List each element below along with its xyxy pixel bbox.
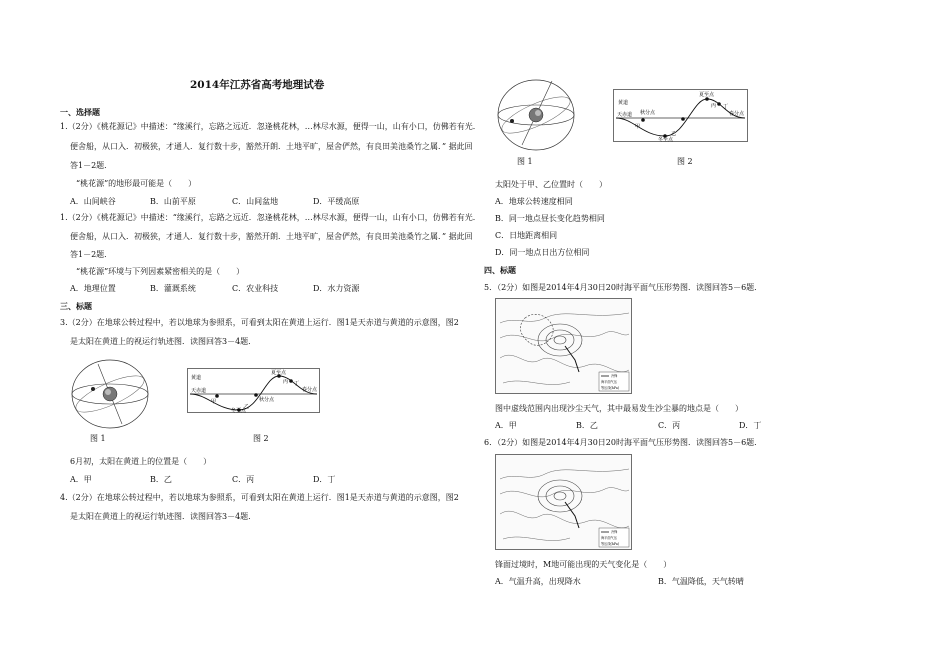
section-4-heading: 四、标题: [484, 265, 516, 275]
section-title-heading: 三、标题: [60, 301, 92, 311]
map2-legend-1: 冷锋: [611, 530, 618, 534]
q2-option-b[interactable]: B．灌溉系统: [150, 284, 196, 293]
q3-line2: 是太阳在黄道上的视运行轨迹图．读图回答3－4题．: [70, 337, 257, 346]
map1-legend-3: 等压线(hPa): [601, 386, 620, 390]
q2-line3: 答1－2题．: [70, 250, 113, 259]
q1-line3: 答1－2题．: [70, 161, 113, 170]
section-choice-heading: 一、选择题: [60, 107, 100, 117]
q5-option-c[interactable]: C．丙: [658, 421, 681, 430]
q5-option-a[interactable]: A．甲: [495, 421, 517, 430]
right-label-chunfen: 春分点: [729, 111, 745, 117]
q4-line2: 是太阳在黄道上的视运行轨迹图．读图回答3－4题．: [70, 512, 257, 521]
page-title: 2014年江苏省高考地理试卷: [190, 79, 325, 91]
q2-option-c[interactable]: C．农业科技: [232, 284, 279, 293]
q4-option-d[interactable]: D．同一地点日出方位相同: [495, 248, 590, 257]
pressure-map-2: [495, 454, 632, 550]
q4-option-c[interactable]: C．日地距离相同: [495, 231, 558, 240]
q4-line1: 4.（2分）在地球公转过程中，若以地球为参照系，可看到太阳在黄道上运行．图1是天赤道与黄道的示意图，图2: [60, 493, 459, 502]
q1-option-d[interactable]: D．平缓高原: [313, 197, 360, 206]
q1-option-b[interactable]: B．山前平原: [150, 197, 196, 206]
right-ecliptic-path-figure: [613, 89, 748, 142]
right-fig1-caption: 图 1: [517, 157, 533, 166]
right-celestial-sphere-figure: [494, 75, 579, 153]
q5-stem: 图中虚线范围内出现沙尘天气，其中最易发生沙尘暴的地点是（ ）: [495, 404, 743, 413]
q2-option-d[interactable]: D．水力资源: [313, 284, 360, 293]
pressure-map-1: [495, 298, 632, 394]
right-label-huangdao: 黄道: [618, 100, 629, 106]
left-label-bing: 丙: [283, 379, 289, 385]
right-label-dongzhi: 冬至点: [658, 137, 674, 142]
q2-line2: 便舍船，从口入．初极狭，才通人．复行数十步，豁然开朗．土地平旷，屋舍俨然，有良田美池桑竹之属．” 据此回: [70, 232, 473, 241]
left-label-dongzhi: 冬至点: [231, 408, 247, 413]
left-label-huangdao: 黄道: [191, 375, 202, 381]
left-label-tianchidao: 天赤道: [191, 388, 207, 394]
right-label-xiazhi: 夏至点: [699, 92, 715, 98]
q1-option-a[interactable]: A．山间峡谷: [70, 197, 116, 206]
q1-line1: 1.（2分）《桃花源记》中描述：“缘溪行，忘路之远近．忽逢桃花林，…林尽水源，便得一山，山有小口，仿佛若有光．: [60, 122, 481, 131]
right-label-yi: 乙: [671, 131, 677, 137]
q4-option-b[interactable]: B．同一地点昼长变化趋势相同: [495, 214, 605, 223]
q3-option-d[interactable]: D．丁: [313, 475, 336, 484]
q4-option-a[interactable]: A．地球公转速度相同: [495, 197, 573, 206]
right-label-qiufen: 秋分点: [640, 110, 656, 116]
right-label-bing: 丙: [711, 103, 717, 109]
left-label-xiazhi: 夏至点: [271, 370, 287, 376]
right-label-jia: 甲: [635, 124, 641, 130]
left-label-jia: 甲: [211, 399, 217, 405]
left-fig2-caption: 图 2: [253, 434, 269, 443]
q1-line2: 便舍船，从口入．初极狭，才通人．复行数十步，豁然开朗．土地平旷，屋舍俨然，有良田美池桑竹之属．” 据此回: [70, 142, 473, 151]
left-label-ding: 丁: [294, 381, 300, 387]
q6-option-b[interactable]: B．气温降低，天气转晴: [658, 577, 744, 586]
left-label-qiufen: 秋分点: [259, 397, 275, 403]
map1-legend-2: 海平面气压: [601, 380, 617, 384]
left-label-yi: 乙: [244, 404, 250, 410]
right-fig2-caption: 图 2: [677, 157, 693, 166]
q5-line1: 5．（2分）如图是2014年4月30日20时海平面气压形势图．读图回答5－6题．: [484, 283, 763, 292]
left-label-chunfen: 春分点: [302, 387, 318, 393]
right-label-tianchidao: 天赤道: [617, 112, 633, 118]
ecliptic-path-figure: [187, 368, 320, 413]
q3-option-a[interactable]: A．甲: [70, 475, 92, 484]
q3-option-b[interactable]: B．乙: [150, 475, 172, 484]
q6-stem: 锋面过境时，M地可能出现的天气变化是（ ）: [495, 560, 672, 569]
q1-option-c[interactable]: C．山间盆地: [232, 197, 279, 206]
q3-stem: 6月初，太阳在黄道上的位置是（ ）: [70, 457, 212, 466]
q1-stem: “桃花源”的地形最可能是（ ）: [76, 179, 197, 188]
celestial-sphere-figure: [68, 356, 153, 431]
q3-option-c[interactable]: C．丙: [232, 475, 255, 484]
q2-stem: “桃花源”环境与下列因素紧密相关的是（ ）: [76, 267, 245, 276]
left-fig1-caption: 图 1: [90, 434, 106, 443]
map2-legend-2: 海平面气压: [601, 536, 617, 540]
right-label-ding: 丁: [723, 104, 729, 110]
map2-legend-3: 等压线(hPa): [601, 542, 620, 546]
q2-line1: 1.（2分）《桃花源记》中描述：“缘溪行，忘路之远近．忽逢桃花林，…林尽水源，便得一山，山有小口，仿佛若有光．: [60, 213, 481, 222]
q2-option-a[interactable]: A．地理位置: [70, 284, 116, 293]
q5-option-d[interactable]: D．丁: [739, 421, 762, 430]
q4-stem: 太阳处于甲、乙位置时（ ）: [495, 180, 607, 189]
q5-option-b[interactable]: B．乙: [576, 421, 598, 430]
q6-option-a[interactable]: A．气温升高，出现降水: [495, 577, 581, 586]
q6-line1: 6．（2分）如图是2014年4月30日20时海平面气压形势图．读图回答5－6题．: [484, 438, 763, 447]
map1-legend-1: 冷锋: [611, 374, 618, 378]
q3-line1: 3.（2分）在地球公转过程中，若以地球为参照系，可看到太阳在黄道上运行．图1是天赤道与黄道的示意图，图2: [60, 318, 459, 327]
